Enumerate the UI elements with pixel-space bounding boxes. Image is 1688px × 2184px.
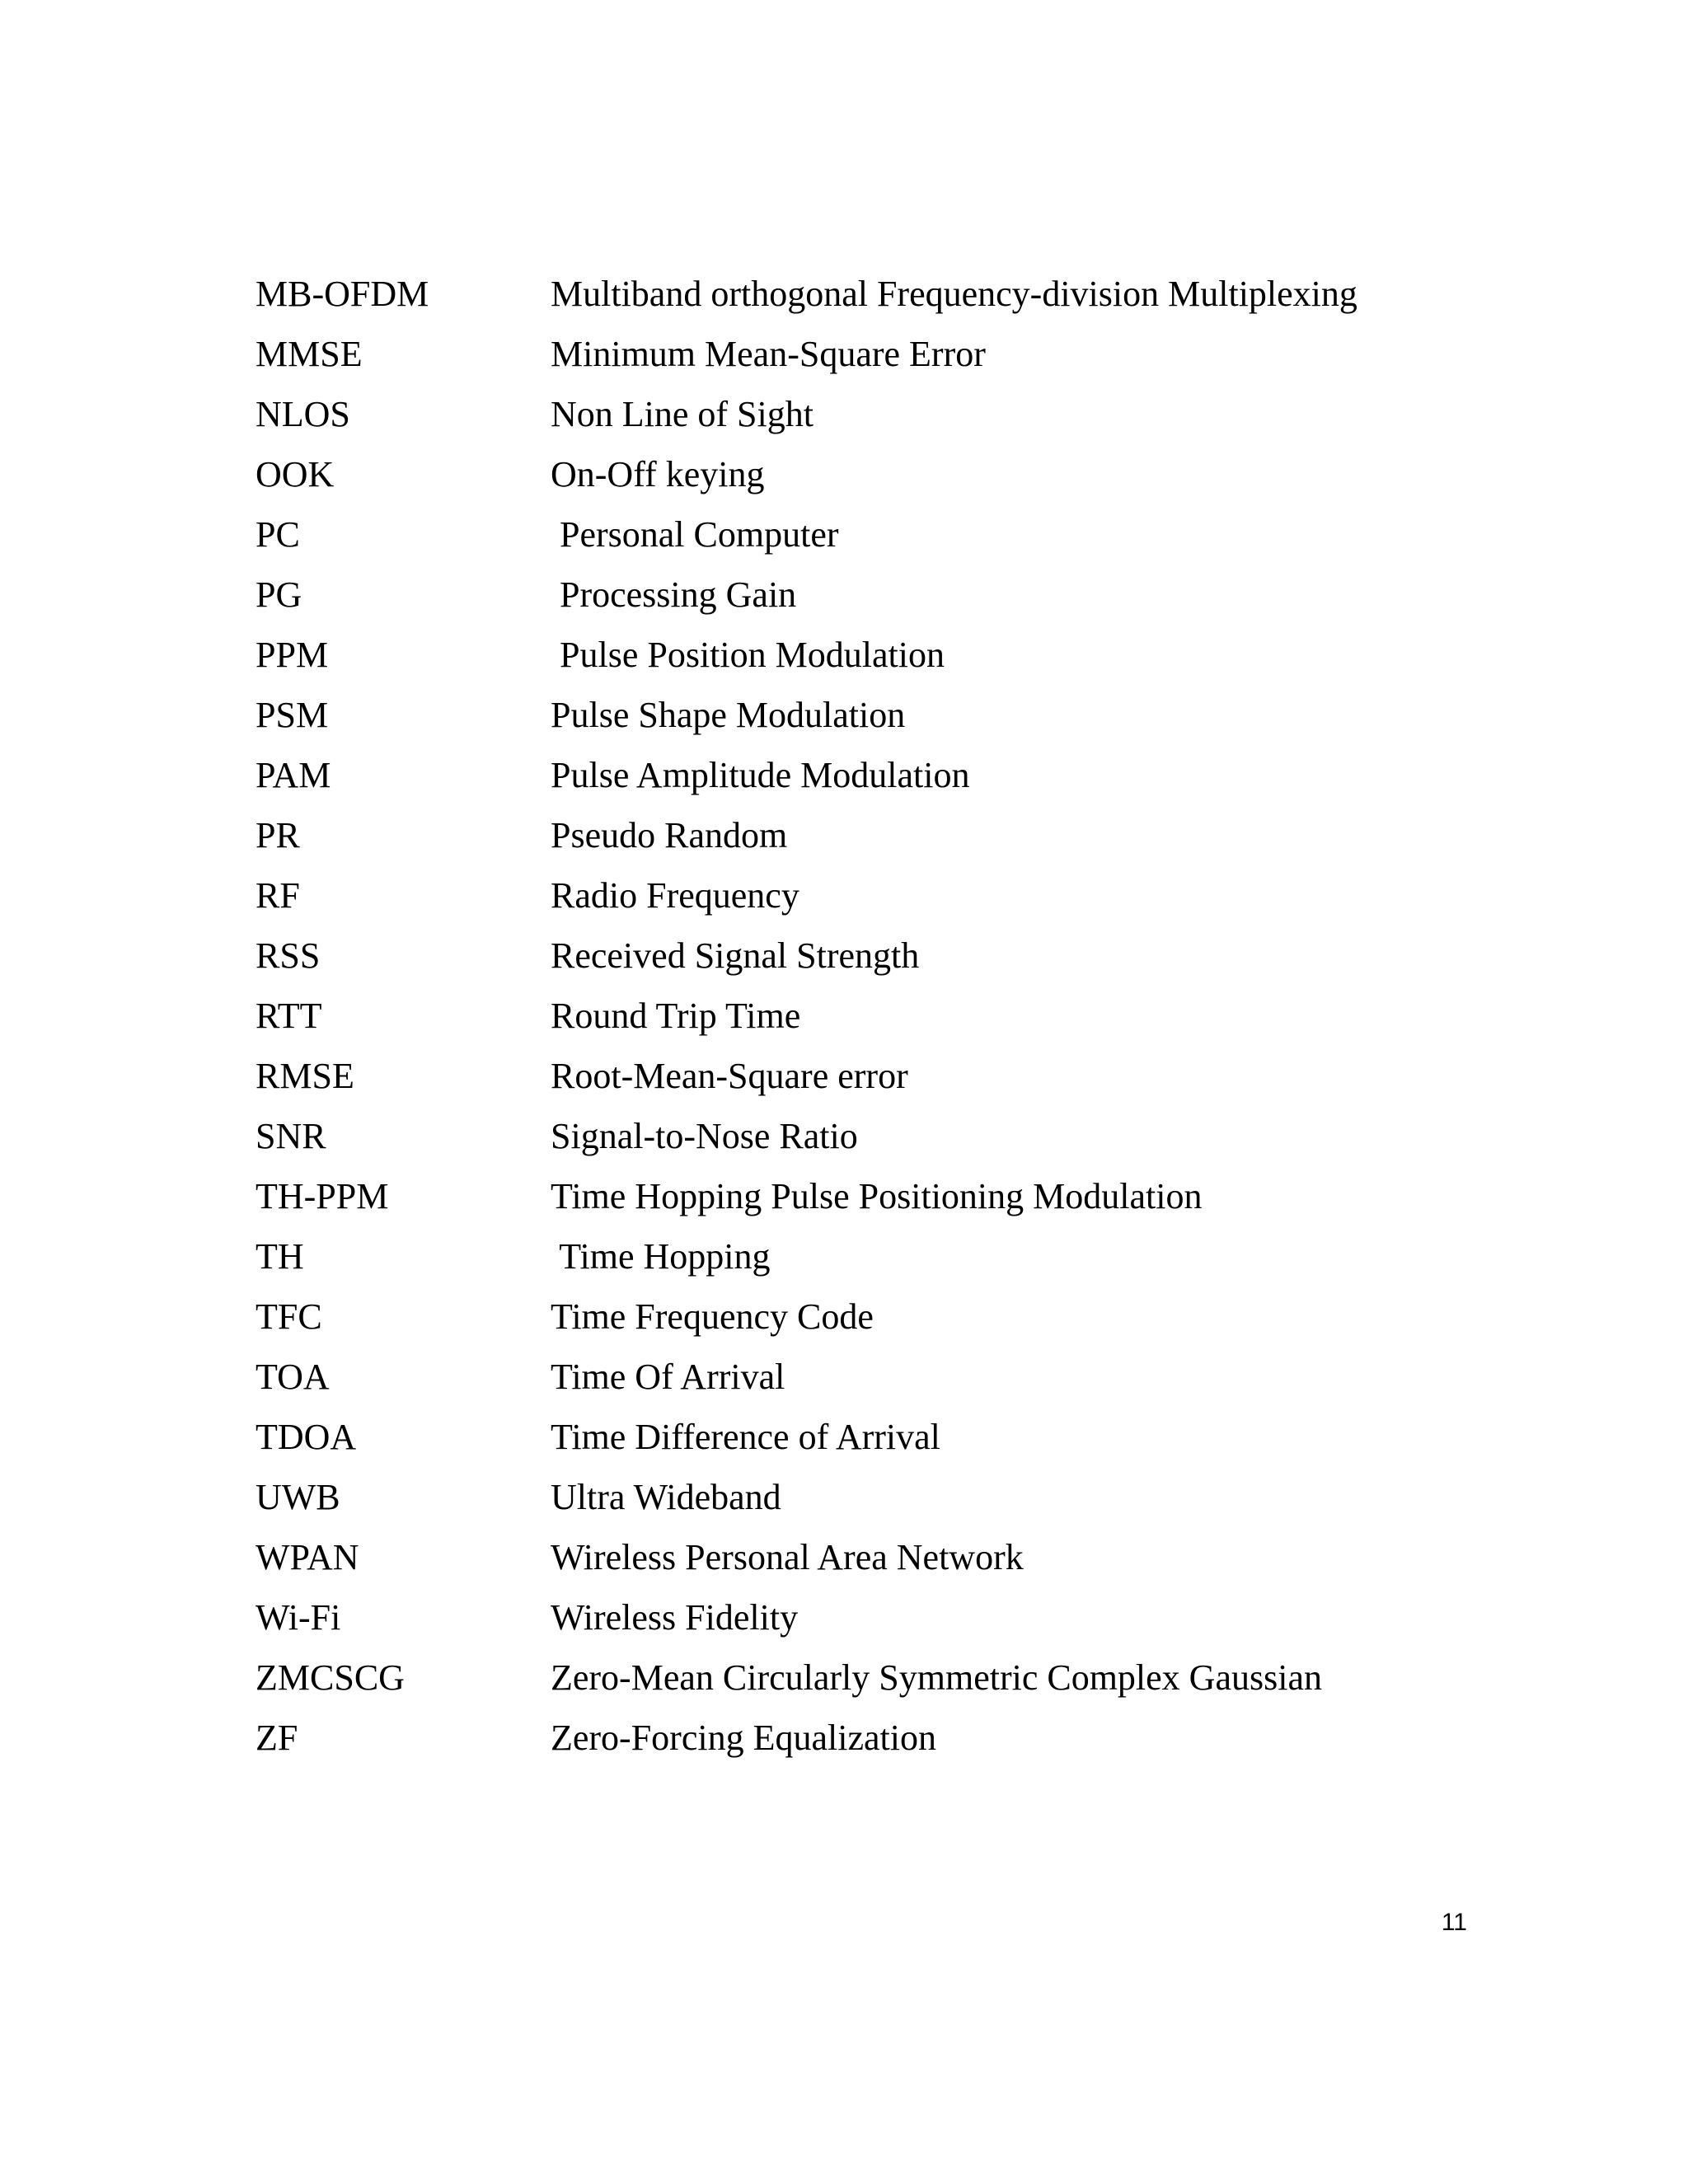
- abbreviation-row: [256, 805, 1492, 865]
- abbreviation-definition: Time Difference of Arrival: [551, 1417, 940, 1457]
- abbreviation-term: TH-PPM: [256, 1176, 389, 1216]
- abbreviation-term: PG: [256, 574, 302, 615]
- abbreviation-definition: Zero-Forcing Equalization: [551, 1718, 936, 1758]
- abbreviation-definition: Radio Frequency: [551, 875, 799, 916]
- abbreviation-term: TH: [256, 1236, 304, 1277]
- abbreviation-term: RSS: [256, 935, 321, 976]
- abbreviation-term: NLOS: [256, 394, 350, 434]
- abbreviation-row: [256, 685, 1492, 745]
- abbreviation-term: TOA: [256, 1357, 330, 1397]
- abbreviation-definition: Ultra Wideband: [551, 1477, 781, 1517]
- abbreviation-definition: Time Frequency Code: [551, 1296, 874, 1337]
- abbreviation-definition: Zero-Mean Circularly Symmetric Complex Gaussian: [551, 1657, 1322, 1698]
- abbreviation-definition: Pulse Amplitude Modulation: [551, 755, 970, 795]
- abbreviation-row: [256, 926, 1492, 986]
- abbreviation-definition: Pseudo Random: [551, 815, 788, 855]
- abbreviation-definition: Multiband orthogonal Frequency-division Multiplexing: [551, 274, 1357, 314]
- abbreviation-term: OOK: [256, 454, 335, 494]
- abbreviation-term: RTT: [256, 996, 322, 1036]
- abbreviation-definition: Pulse Shape Modulation: [551, 695, 906, 735]
- abbreviation-row: [256, 1407, 1492, 1467]
- abbreviation-term: WPAN: [256, 1537, 359, 1577]
- abbreviation-definition: Time Of Arrival: [551, 1357, 785, 1397]
- abbreviation-definition: Minimum Mean-Square Error: [551, 334, 986, 374]
- abbreviation-term: ZF: [256, 1718, 298, 1758]
- abbreviation-term: PC: [256, 514, 300, 555]
- abbreviation-definition: Wireless Fidelity: [551, 1597, 799, 1638]
- abbreviation-row: [256, 384, 1492, 444]
- abbreviation-row: [256, 565, 1492, 625]
- abbreviation-row: [256, 625, 1492, 685]
- abbreviation-term: TFC: [256, 1296, 322, 1337]
- abbreviation-definition: Personal Computer: [551, 514, 839, 555]
- abbreviation-row: [256, 745, 1492, 805]
- abbreviation-row: [256, 324, 1492, 384]
- abbreviation-definition: Processing Gain: [551, 574, 797, 615]
- abbreviation-term: ZMCSCG: [256, 1657, 405, 1698]
- abbreviation-row: [256, 1166, 1492, 1226]
- abbreviation-term: PAM: [256, 755, 331, 795]
- abbreviation-row: [256, 1467, 1492, 1527]
- abbreviation-term: PSM: [256, 695, 329, 735]
- abbreviation-definition: Signal-to-Nose Ratio: [551, 1116, 858, 1156]
- abbreviation-term: PPM: [256, 635, 329, 675]
- abbreviation-term: UWB: [256, 1477, 340, 1517]
- abbreviation-term: RF: [256, 875, 300, 916]
- abbreviation-definition: Non Line of Sight: [551, 394, 814, 434]
- abbreviation-row: [256, 1647, 1492, 1708]
- abbreviation-row: [256, 1106, 1492, 1166]
- abbreviation-row: [256, 1046, 1492, 1106]
- abbreviation-term: RMSE: [256, 1056, 354, 1096]
- abbreviation-definition: Time Hopping: [551, 1236, 771, 1277]
- abbreviation-term: Wi-Fi: [256, 1597, 341, 1638]
- abbreviation-row: [256, 504, 1492, 565]
- abbreviation-row: [256, 444, 1492, 504]
- abbreviation-row: [256, 1587, 1492, 1647]
- page-number: 11: [1441, 1909, 1467, 1936]
- abbreviation-term: MMSE: [256, 334, 363, 374]
- abbreviation-term: PR: [256, 815, 300, 855]
- abbreviation-list: [256, 264, 1492, 1768]
- abbreviation-term: TDOA: [256, 1417, 357, 1457]
- abbreviation-term: MB-OFDM: [256, 274, 429, 314]
- abbreviation-row: [256, 986, 1492, 1046]
- abbreviation-row: [256, 1527, 1492, 1587]
- abbreviation-term: SNR: [256, 1116, 326, 1156]
- abbreviation-row: [256, 264, 1492, 324]
- abbreviation-definition: Received Signal Strength: [551, 935, 920, 976]
- abbreviation-definition: Pulse Position Modulation: [551, 635, 945, 675]
- abbreviation-definition: Wireless Personal Area Network: [551, 1537, 1024, 1577]
- abbreviation-definition: Time Hopping Pulse Positioning Modulation: [551, 1176, 1203, 1216]
- abbreviation-definition: On-Off keying: [551, 454, 765, 494]
- abbreviation-row: [256, 1286, 1492, 1347]
- abbreviation-definition: Root-Mean-Square error: [551, 1056, 908, 1096]
- abbreviation-definition: Round Trip Time: [551, 996, 801, 1036]
- abbreviation-row: [256, 1347, 1492, 1407]
- abbreviation-row: [256, 1708, 1492, 1768]
- abbreviation-row: [256, 865, 1492, 926]
- abbreviation-row: [256, 1226, 1492, 1286]
